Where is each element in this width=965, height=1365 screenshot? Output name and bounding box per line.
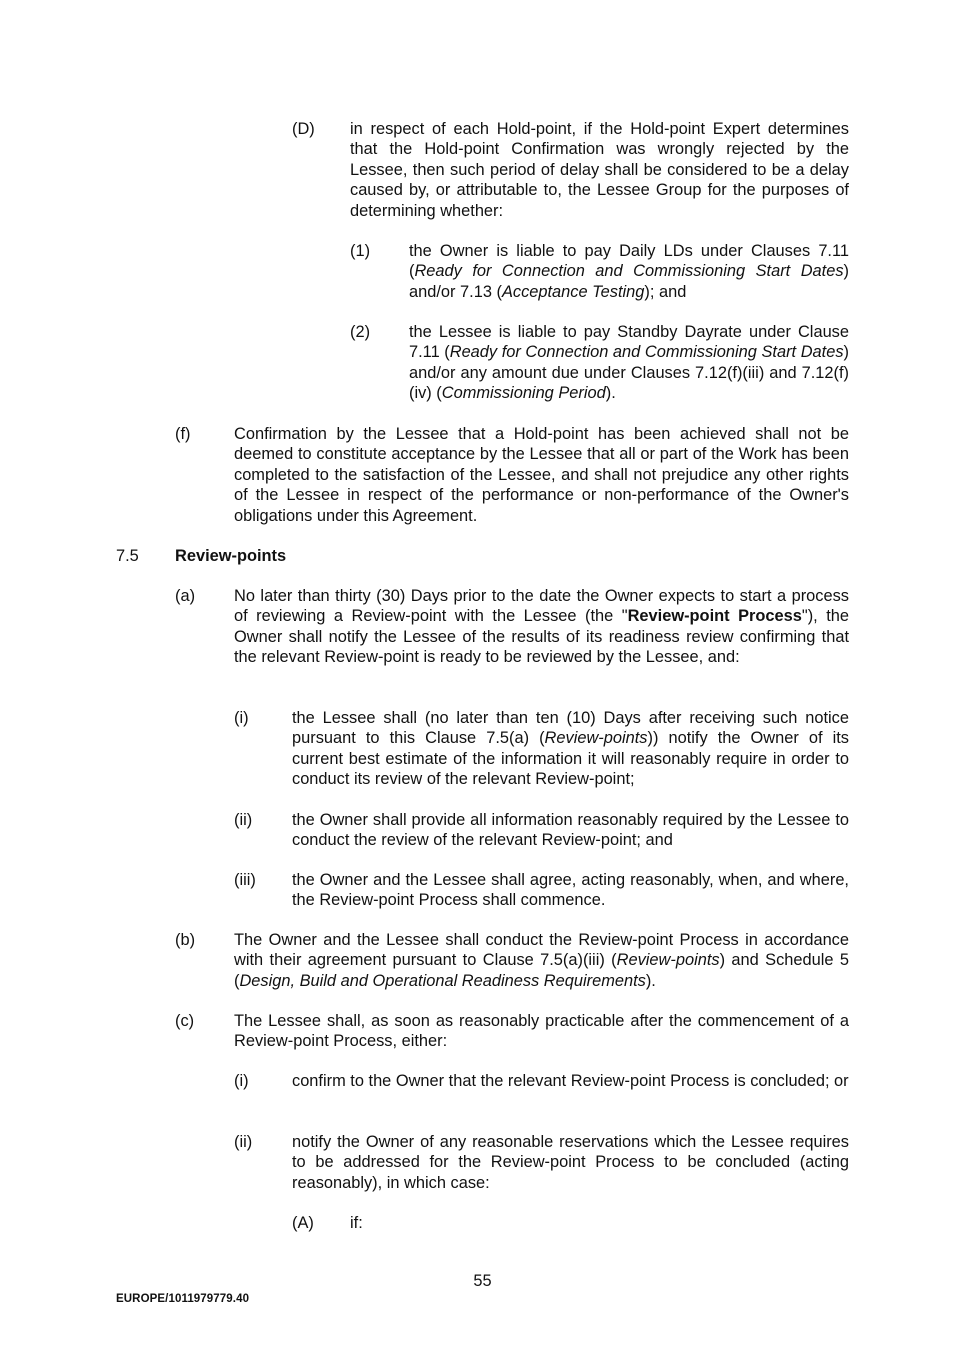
page-number: 55 [473, 1272, 492, 1290]
clause-label: (D) [292, 120, 315, 138]
clause-text: confirm to the Owner that the relevant Review-point Process is concluded; or [292, 1072, 849, 1090]
clause-text: the Lessee shall (no later than ten (10) Days after receiving such notice pursuant to this Clause 7.5(a) (Review-points)) notify the Owner of its current best estimate of the information it will reasonably require in order to conduct its review of the relevant Review-point; [292, 709, 849, 789]
clause-text: the Owner and the Lessee shall agree, acting reasonably, when, and where, the Review-point Process shall commence. [292, 871, 849, 910]
clause-label: (ii) [234, 1133, 253, 1151]
clause-label: (a) [175, 587, 196, 605]
clause-label: (A) [292, 1214, 314, 1232]
clause-label: (1) [350, 242, 371, 260]
clause-text: the Owner shall provide all information reasonably required by the Lessee to conduct the review of the relevant Review-point; and [292, 811, 849, 850]
clause-label: (b) [175, 931, 196, 949]
clause-text: in respect of each Hold-point, if the Hold-point Expert determines that the Hold-point Confirmation was wrongly rejected by the Lessee, then such period of delay shall be considered to be a delay caused by, or attributable to, the Lessee Group for the purposes of determining whether: [350, 120, 849, 220]
clause-label: (i) [234, 1072, 249, 1090]
clause-label: (f) [175, 425, 191, 443]
clause-label: (c) [175, 1012, 195, 1030]
clause-label: (iii) [234, 871, 256, 889]
clause-text: The Owner and the Lessee shall conduct the Review-point Process in accordance with their agreement pursuant to Clause 7.5(a)(iii) (Review-points) and Schedule 5 (Design, Build and Operational Readiness Requirements). [234, 931, 849, 990]
clause-text: The Lessee shall, as soon as reasonably practicable after the commencement of a Review-point Process, either: [234, 1012, 849, 1051]
clause-text: the Owner is liable to pay Daily LDs under Clauses 7.11 (Ready for Connection and Commissioning Start Dates) and/or 7.13 (Acceptance Testing); and [409, 242, 849, 301]
clause-text: the Lessee is liable to pay Standby Dayrate under Clause 7.11 (Ready for Connection and Commissioning Start Dates) and/or any amount due under Clauses 7.12(f)(iii) and 7.12(f)(iv) (Commissioning Period). [409, 323, 849, 403]
clause-text: if: [350, 1214, 363, 1232]
clause-label: (2) [350, 323, 371, 341]
clause-label: (i) [234, 709, 249, 727]
section-number: 7.5 [116, 547, 139, 565]
clause-text: notify the Owner of any reasonable reservations which the Lessee requires to be addressed for the Review-point Process to be concluded (acting reasonably), in which case: [292, 1133, 849, 1192]
section-heading: Review-points [175, 547, 287, 565]
clause-text: No later than thirty (30) Days prior to the date the Owner expects to start a process of reviewing a Review-point with the Lessee (the "Review-point Process"), the Owner shall notify the Lessee of the results of its readiness review confirming that the relevant Review-point is ready to be reviewed by the Lessee, and: [234, 587, 849, 667]
clause-text: Confirmation by the Lessee that a Hold-point has been achieved shall not be deemed to constitute acceptance by the Lessee that all or part of the Work has been completed to the satisfaction of the Lessee, and shall not prejudice any other rights of the Lessee in respect of the performance or non-performance of the Owner's obligations under this Agreement. [234, 425, 849, 525]
clause-label: (ii) [234, 811, 253, 829]
document-reference: EUROPE/1011979779.40 [116, 1293, 250, 1305]
